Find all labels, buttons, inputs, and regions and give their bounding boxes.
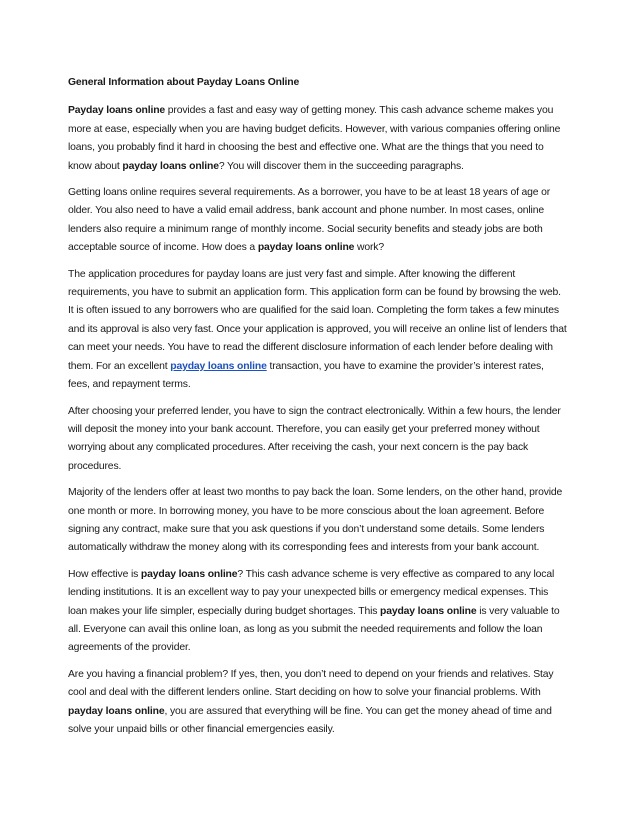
paragraph-text: work? [354, 242, 384, 254]
bold-keyword: Payday loans online [68, 105, 166, 117]
paragraph-text: , you are assured that everything will be fine. You can get the money ahead of time and solve your unpaid bills or other financial emergencies easily. [68, 705, 552, 735]
payday-loans-link[interactable]: payday loans online [170, 360, 267, 372]
document-page [68, 74, 568, 747]
paragraph [68, 484, 568, 558]
paragraph-text: ? You will discover them in the succeeding paragraphs. [218, 160, 464, 172]
bold-keyword: payday loans online [68, 705, 165, 717]
paragraph-text: The application procedures for payday loans are just very fast and simple. After knowing the different requirements, you have to submit an application form. This application form can be found by browsing the web. It is often issued to any borrowers who are qualified for the said loan. Completing the form takes a few minutes and its approval is also very fast. Once your application is approved, you will receive an online list of lenders that can meet your needs. You have to read the different disclosure information of each lender before dealing with them. For an excellent [68, 268, 567, 372]
bold-keyword: payday loans online [257, 242, 355, 254]
paragraph-text: provides a fast and easy way of getting money. This cash advance scheme makes you more at ease, especially when you are having budget deficits. However, with various companies offering online loans, you probably find it hard in choosing the best and effective one. What are the things that you need to know about [68, 105, 561, 172]
paragraph [68, 102, 568, 176]
paragraph-text: ? This cash advance scheme is very effective as compared to any local lending institutions. It is an excellent way to pay your unexpected bills or emergency medical expenses. This loan makes your life simpler, especially during budget shortages. This [68, 568, 555, 617]
paragraph-text: How effective is [68, 568, 141, 580]
bold-keyword: payday loans online [122, 160, 219, 172]
bold-keyword: payday loans online [380, 605, 477, 617]
paragraph-text: After choosing your preferred lender, you have to sign the contract electronically. Within a few hours, the lender will deposit the money into your bank account. Therefore, you can easily get your preferred money without worrying about any complicated procedures. After receiving the cash, your next concern is the pay back procedures. [68, 405, 561, 472]
paragraph-text: Majority of the lenders offer at least two months to pay back the loan. Some lenders, on the other hand, provide one month or more. In borrowing money, you have to be more conscious about the loan agreement. Before signing any contract, make sure that you ask questions if you don’t understand some details. Some lenders automatically withdraw the money along with its corresponding fees and interests from your bank account. [68, 487, 563, 554]
paragraph [68, 266, 568, 395]
paragraph [68, 666, 568, 740]
paragraph [68, 184, 568, 258]
paragraph [68, 566, 568, 658]
bold-keyword: payday loans online [140, 568, 238, 580]
paragraph-text: Are you having a financial problem? If yes, then, you don’t need to depend on your friends and relatives. Stay cool and deal with the different lenders online. Start deciding on how to solve your financial problems. With [68, 668, 554, 699]
paragraph-text: Getting loans online requires several requirements. As a borrower, you have to be at least 18 years of age or older. You also need to have a valid email address, bank account and phone number. In most cases, online lenders also require a minimum range of monthly income. Social security benefits and steady jobs are both acceptable source of income. How does a [68, 187, 551, 254]
paragraph-text: is very valuable to all. Everyone can avail this online loan, as long as you submit the needed requirements and follow the loan agreements of the provider. [68, 605, 560, 654]
document-title: General Information about Payday Loans Online [68, 77, 300, 88]
paragraph [68, 403, 568, 477]
paragraph-text: transaction, you have to examine the provider’s interest rates, fees, and repayment terms. [68, 360, 544, 391]
document-body [68, 102, 568, 739]
